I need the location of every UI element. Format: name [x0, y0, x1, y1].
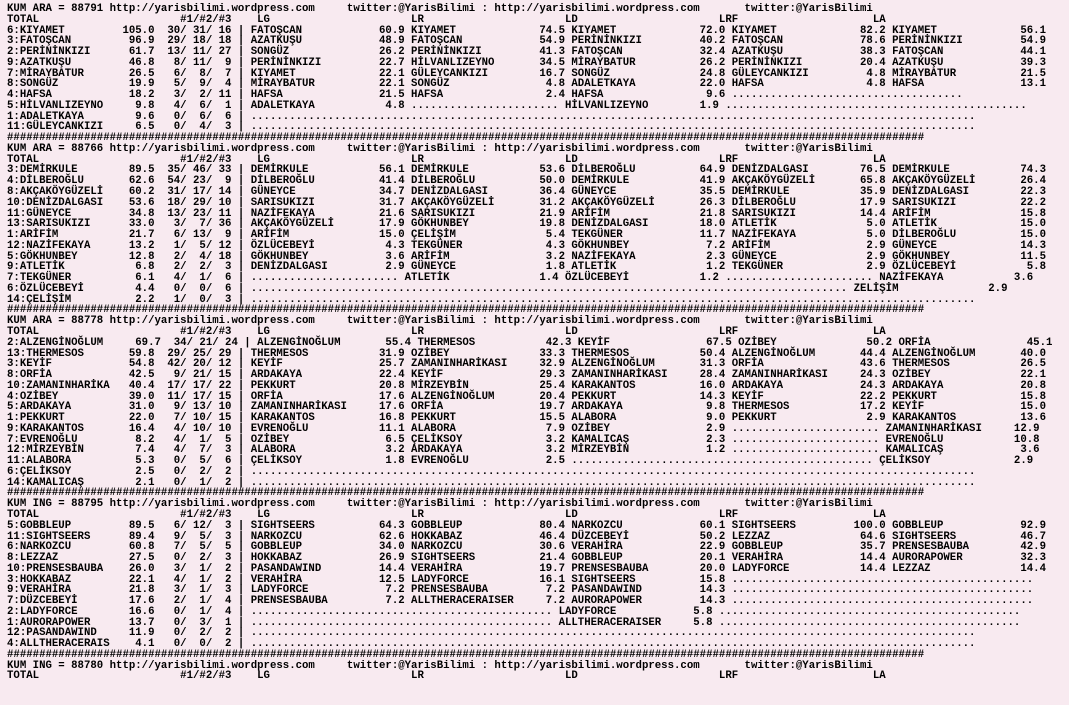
data-row: 8:LEZZAZ 27.5 0/ 2/ 3 | HOKKABAZ 26.9 SIGHTSEERS 21.4 GOBBLEUP 20.1 VERAHİRA 14.4 AURORAPOWER 32.3 [7, 552, 1046, 565]
race-header-line: KUM ING = 88780 http://yarisbilimi.wordpress.com twitter:@YarisBilimi : http://yarisbilimi.wordpress.com twitter:@YarisBilimi [7, 659, 873, 672]
separator-line: ############################################################################################################################################### [7, 304, 925, 317]
data-row: 5:GÖKHUNBEY 12.8 2/ 4/ 18 | GÖKHUNBEY 3.6 ARİFİM 3.2 NAZİFEKAYA 2.3 GÜNEYCE 2.9 GÖKHUNBEY 11.5 [7, 250, 1046, 263]
race-header-line: KUM ARA = 88766 http://yarisbilimi.wordpress.com twitter:@YarisBilimi : http://yarisbilimi.wordpress.com twitter:@YarisBilimi [7, 142, 873, 155]
data-row: 4:ALLTHERACERAIS 4.1 0/ 0/ 2 | ................................................................................................................. [7, 638, 976, 651]
data-row: 7:TEKGÜNER 6.1 4/ 1/ 6 | ....................... ATLETİK 1.4 ÖZLÜCEBEYİ 1.2 ....................... NAZİFEKAYA 3.6 [7, 272, 1034, 285]
data-row: 7:MİRAYBATUR 26.5 6/ 8/ 7 | KIYAMET 22.1 GÜLEYCANKIZI 16.7 SONGÜZ 24.8 GÜLEYCANKIZI 4.8 MİRAYBATUR 21.5 [7, 67, 1046, 80]
data-row: 8:SONGÜZ 19.9 5/ 9/ 4 | MİRAYBATUR 22.1 SONGÜZ 4.8 ADALETKAYA 22.0 HAFSA 4.8 HAFSA 13.1 [7, 78, 1046, 91]
data-row: 11:SIGHTSEERS 89.4 9/ 5/ 3 | NARKOZCU 62.6 HOKKABAZ 46.4 DÜZCEBEYİ 50.2 LEZZAZ 64.6 SIGHTSEERS 46.7 [7, 530, 1046, 543]
data-row: 1:ARİFİM 21.7 6/ 13/ 9 | ARİFİM 15.0 ÇELİŞİM 5.4 TEKGÜNER 11.7 NAZİFEKAYA 5.0 DİLBEROĞLU 15.0 [7, 229, 1046, 242]
data-row: 11:ALABORA 5.3 0/ 5/ 6 | ÇELİKSOY 1.8 EVRENOĞLU 2.5 ............................................... ÇELİKSOY 2.9 [7, 455, 1034, 468]
data-row: 12:PASANDAWIND 11.9 0/ 2/ 2 | ................................................................................................................. [7, 627, 976, 640]
data-row: 14:KAMALICAŞ 2.1 0/ 1/ 2 | ................................................................................................................. [7, 476, 976, 489]
data-row: 6:KIYAMET 105.0 30/ 31/ 16 | FATOŞCAN 60.9 KIYAMET 74.5 KIYAMET 72.0 KIYAMET 82.2 KIYAMET 56.1 [7, 24, 1046, 37]
data-row: 8:AKÇAKÖYGÜZELİ 60.2 31/ 17/ 14 | GÜNEYCE 34.7 DENİZDALGASI 36.4 GÜNEYCE 35.5 DEMİRKULE 35.9 DENİZDALGASI 22.3 [7, 186, 1046, 199]
data-row: 5:HİLVANLIZEYNO 9.8 4/ 6/ 1 | ADALETKAYA 4.8 ....................... HİLVANLIZEYNO 1.9 ............................................... [7, 99, 1027, 112]
data-row: 14:ÇELİŞİM 2.2 1/ 0/ 3 | ................................................................................................................. [7, 293, 976, 306]
race-header-line: KUM ING = 88795 http://yarisbilimi.wordpress.com twitter:@YarisBilimi : http://yarisbilimi.wordpress.com twitter:@YarisBilimi [7, 498, 873, 511]
data-row: 3:DEMİRKULE 89.5 35/ 46/ 33 | DEMİRKULE 56.1 DEMİRKULE 53.6 DİLBEROĞLU 64.9 DENİZDALGASI 76.5 DEMİRKULE 74.3 [7, 164, 1046, 177]
data-row: 4:OZİBEY 39.0 11/ 17/ 15 | ORFİA 17.6 ALZENGİNOĞLUM 20.4 PEKKURT 14.3 KEYİF 22.2 PEKKURT 15.8 [7, 390, 1046, 403]
data-row: 7:EVRENOĞLU 8.2 4/ 1/ 5 | OZİBEY 6.5 ÇELİKSOY 3.2 KAMALICAŞ 2.3 ....................... EVRENOĞLU 10.8 [7, 433, 1040, 446]
data-row: 4:HAFSA 18.2 3/ 2/ 11 | HAFSA 21.5 HAFSA 2.4 HAFSA 9.6 .................................... [7, 89, 963, 102]
data-row: 5:GOBBLEUP 89.5 6/ 12/ 3 | SIGHTSEERS 64.3 GOBBLEUP 80.4 NARKOZCU 60.1 SIGHTSEERS 100.0 GOBBLEUP 92.9 [7, 519, 1046, 532]
separator-line: ############################################################################################################################################### [7, 487, 925, 500]
data-row: 12:MİRZEYBİN 7.4 4/ 7/ 3 | ALABORA 3.2 ARDAKAYA 3.2 MİRZEYBİN 1.2 ....................... KAMALICAŞ 3.6 [7, 444, 1040, 457]
data-row: 10:ZAMANINHARİKA 40.4 17/ 17/ 22 | PEKKURT 20.8 MİRZEYBİN 25.4 KARAKANTOS 16.0 ARDAKAYA 24.3 ARDAKAYA 20.8 [7, 379, 1046, 392]
data-row: 6:ÖZLÜCEBEYİ 4.4 0/ 0/ 6 | ............................................................................................. ZELİŞİM 2.9 [7, 282, 1008, 295]
data-row: 3:FATOŞCAN 96.9 29/ 18/ 18 | AZATKUŞU 48.9 FATOŞCAN 54.9 PERİNİNKIZI 40.2 FATOŞCAN 78.6 PERİNİNKIZI 54.9 [7, 35, 1046, 48]
data-row: 5:ARDAKAYA 31.0 9/ 13/ 10 | ZAMANINHARİKASI 17.6 ORFİA 19.7 ARDAKAYA 9.8 THERMESOS 17.2 KEYİF 15.0 [7, 401, 1046, 414]
data-row: 8:ORFİA 42.5 9/ 21/ 15 | ARDAKAYA 22.4 KEYİF 29.3 ZAMANINHARİKASI 28.4 ZAMANINHARİKASI 24.3 OZİBEY 22.1 [7, 369, 1046, 382]
data-row: 3:KEYİF 54.8 42/ 20/ 12 | KEYİF 25.7 ZAMANINHARİKASI 32.9 ALZENGİNOĞLUM 31.3 ORFİA 43.6 THERMESOS 26.5 [7, 358, 1046, 371]
race-header-line: KUM ARA = 88778 http://yarisbilimi.wordpress.com twitter:@YarisBilimi : http://yarisbilimi.wordpress.com twitter:@YarisBilimi [7, 315, 873, 328]
data-row: 2:PERİNİNKIZI 61.7 13/ 11/ 27 | SONGÜZ 26.2 PERİNİNKIZI 41.3 FATOŞCAN 32.4 AZATKUŞU 38.3 FATOŞCAN 44.1 [7, 46, 1046, 59]
data-row: 6:ÇELİKSOY 2.5 0/ 2/ 2 | ................................................................................................................. [7, 465, 976, 478]
data-row: 9:KARAKANTOS 16.4 4/ 10/ 10 | EVRENOĞLU 11.1 ALABORA 7.9 OZİBEY 2.9 ....................... ZAMANINHARİKASI 12.9 [7, 422, 1040, 435]
data-row: 12:NAZİFEKAYA 13.2 1/ 5/ 12 | ÖZLÜCEBEYİ 4.3 TEKGÜNER 4.3 GÖKHUNBEY 7.2 ARİFİM 2.9 GÜNEYCE 14.3 [7, 239, 1046, 252]
data-row: 1:ADALETKAYA 9.6 0/ 6/ 6 | ................................................................................................................. [7, 110, 976, 123]
data-row: 9:VERAHİRA 21.8 3/ 1/ 3 | LADYFORCE 7.2 PRENSESBAUBA 7.2 PASANDAWIND 14.3 ............................................... [7, 584, 1034, 597]
data-row: 10:PRENSESBAUBA 26.0 3/ 1/ 2 | PASANDAWIND 14.4 VERAHİRA 19.7 PRENSESBAUBA 20.0 LADYFORCE 14.4 LEZZAZ 14.4 [7, 562, 1046, 575]
data-row: 1:PEKKURT 22.0 7/ 10/ 15 | KARAKANTOS 16.8 PEKKURT 15.5 ALABORA 9.0 PEKKURT 2.9 KARAKANTOS 13.6 [7, 412, 1046, 425]
data-row: 13:THERMESOS 59.8 29/ 25/ 29 | THERMESOS 31.9 OZİBEY 33.3 THERMESOS 50.4 ALZENGİNOĞLUM 44.4 ALZENGİNOĞLUM 40.0 [7, 347, 1046, 360]
column-header-line: TOTAL #1/#2/#3 LG LR LD LRF LA [7, 13, 886, 26]
data-row: 1:AURORAPOWER 13.7 0/ 3/ 1 | ............................................... ALLTHERACERAISER 5.8 ............................................... [7, 616, 1021, 629]
data-row: 11:GÜLEYCANKIZI 6.5 0/ 4/ 3 | ................................................................................................................. [7, 121, 976, 134]
column-header-line: TOTAL #1/#2/#3 LG LR LD LRF LA [7, 508, 886, 521]
data-row: 9:AZATKUŞU 46.8 8/ 11/ 9 | PERİNİNKIZI 22.7 HİLVANLIZEYNO 34.5 MİRAYBATUR 26.2 PERİNİNKIZI 20.4 AZATKUŞU 39.3 [7, 56, 1046, 69]
column-header-line: TOTAL #1/#2/#3 LG LR LD LRF LA [7, 325, 886, 338]
race-header-line: KUM ARA = 88791 http://yarisbilimi.wordpress.com twitter:@YarisBilimi : http://yarisbilimi.wordpress.com twitter:@YarisBilimi [7, 3, 873, 15]
separator-line: ############################################################################################################################################### [7, 648, 925, 661]
data-row: 3:HOKKABAZ 22.1 4/ 1/ 2 | VERAHİRA 12.5 LADYFORCE 16.1 SIGHTSEERS 15.8 ............................................... [7, 573, 1034, 586]
data-row: 13:SARISUKIZI 33.0 3/ 7/ 36 | AKÇAKÖYGÜZELİ 17.9 GÖKHUNBEY 19.8 DENİZDALGASI 18.0 ATLETİK 5.0 ATLETİK 15.0 [7, 218, 1046, 231]
data-row: 6:NARKOZCU 60.8 7/ 5/ 5 | GOBBLEUP 34.0 NARKOZCU 30.6 VERAHİRA 22.9 GOBBLEUP 35.7 PRENSESBAUBA 42.9 [7, 541, 1046, 554]
column-header-line: TOTAL #1/#2/#3 LG LR LD LRF LA [7, 670, 886, 683]
separator-line: ############################################################################################################################################### [7, 132, 925, 145]
data-row: 2:ALZENGİNOĞLUM 69.7 34/ 21/ 24 | ALZENGİNOĞLUM 55.4 THERMESOS 42.3 KEYİF 67.5 OZİBEY 50.2 ORFİA 45.1 [7, 336, 1053, 349]
data-row: 7:DÜZCEBEYİ 17.6 2/ 1/ 4 | PRENSESBAUBA 7.2 ALLTHERACERAISER 7.2 AURORAPOWER 14.3 ............................................... [7, 595, 1034, 608]
data-row: 9:ATLETİK 6.8 2/ 2/ 3 | DENİZDALGASI 2.9 GÜNEYCE 1.8 ATLETİK 1.2 TEKGÜNER 2.9 ÖZLÜCEBEYİ 5.8 [7, 261, 1046, 274]
data-row: 2:LADYFORCE 16.6 0/ 1/ 4 | ............................................... LADYFORCE 5.8 ............................................... [7, 605, 1021, 618]
data-row: 10:DENİZDALGASI 53.6 18/ 29/ 10 | SARISUKIZI 31.7 AKÇAKÖYGÜZELİ 31.2 AKÇAKÖYGÜZELİ 26.3 DİLBEROĞLU 17.9 SARISUKIZI 22.2 [7, 196, 1046, 209]
data-row: 11:GÜNEYCE 34.8 13/ 23/ 11 | NAZİFEKAYA 21.6 SARISUKIZI 21.9 ARİFİM 21.8 SARISUKIZI 14.4 ARİFİM 15.8 [7, 207, 1046, 220]
column-header-line: TOTAL #1/#2/#3 LG LR LD LRF LA [7, 153, 886, 166]
data-row: 4:DİLBEROĞLU 62.6 54/ 23/ 9 | DİLBEROĞLU 41.4 DİLBEROĞLU 50.0 DEMİRKULE 41.9 AKÇAKÖYGÜZELİ 65.8 AKÇAKÖYGÜZELİ 26.4 [7, 175, 1046, 188]
